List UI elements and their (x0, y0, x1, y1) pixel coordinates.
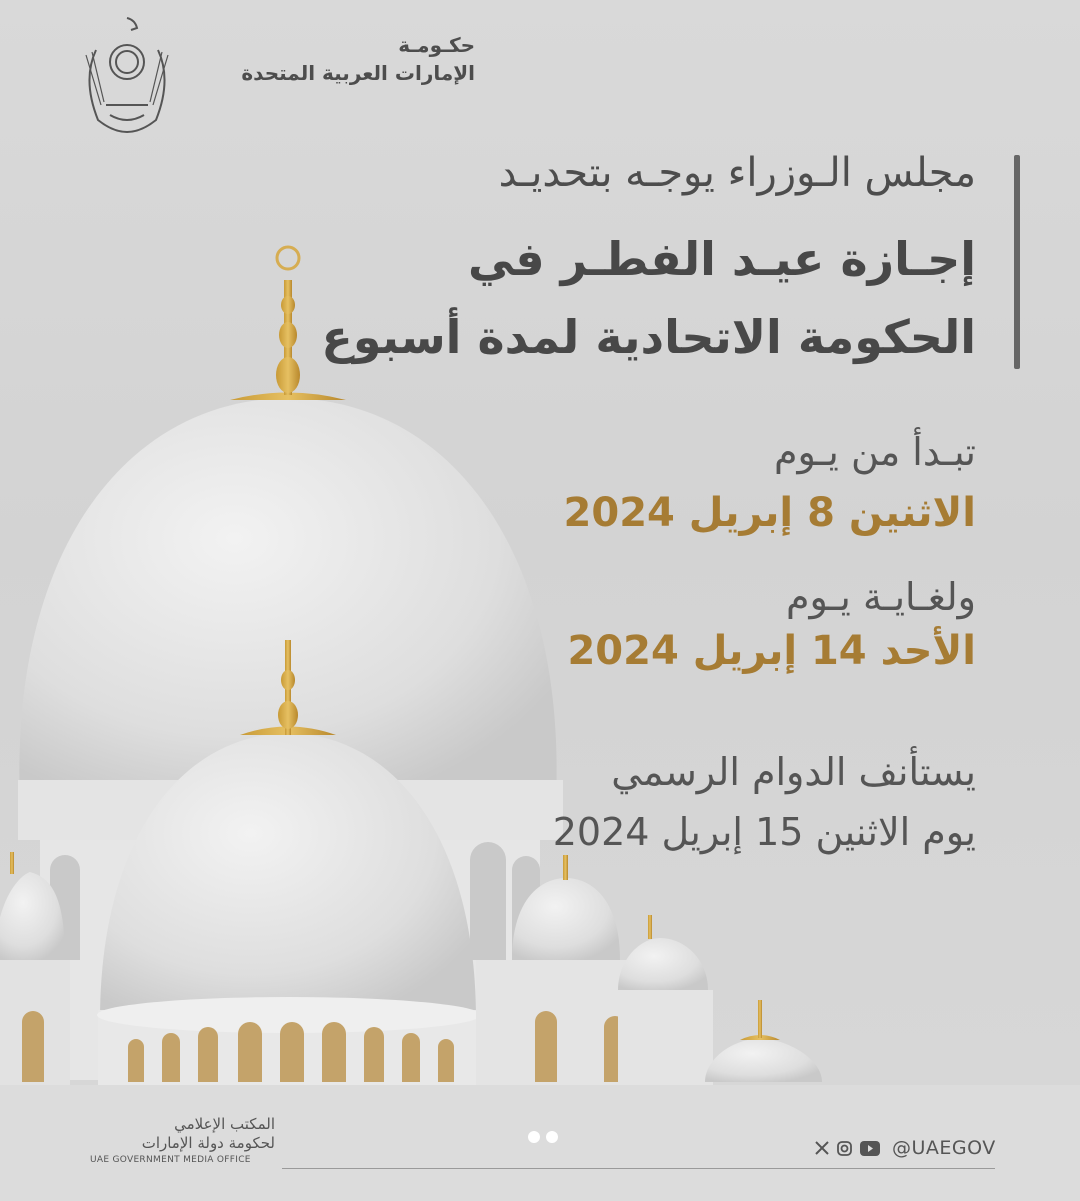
x-icon[interactable] (815, 1141, 829, 1155)
end-label: ولغـايـة يـوم (786, 575, 976, 619)
end-date: الأحد 14 إبريل 2024 (567, 628, 976, 674)
social-handle[interactable]: @UAEGOV (892, 1137, 996, 1159)
media-office-logo (90, 1115, 275, 1167)
start-label: تبـدأ من يـوم (774, 430, 976, 474)
youtube-icon[interactable] (860, 1141, 880, 1156)
resume-date: يوم الاثنين 15 إبريل 2024 (552, 810, 976, 854)
carousel-dots[interactable] (525, 1128, 561, 1147)
government-title (190, 32, 475, 88)
carousel-dot[interactable] (528, 1131, 540, 1143)
resume-label: يستأنف الدوام الرسمي (611, 750, 976, 794)
announcement-title-line2: الحكومة الاتحادية لمدة أسبوع (321, 310, 976, 364)
footer-divider (282, 1168, 995, 1169)
gov-line1: حكـومـة (398, 33, 475, 57)
social-links (815, 1137, 996, 1159)
office-ar-line2: لحكومة دولة الإمارات (141, 1134, 275, 1152)
gov-line2: الإمارات العربية المتحدة (241, 61, 475, 85)
office-ar-line1: المكتب الإعلامي (174, 1115, 275, 1133)
announcement-intro: مجلس الـوزراء يوجـه بتحديـد (498, 150, 976, 196)
instagram-icon[interactable] (837, 1141, 852, 1156)
uae-emblem-icon (76, 10, 178, 135)
carousel-dot[interactable] (546, 1131, 558, 1143)
announcement-title-line1: إجـازة عيـد الفطـر في (467, 232, 976, 286)
office-en-line: UAE GOVERNMENT MEDIA OFFICE (90, 1155, 251, 1165)
heading-divider (1014, 155, 1020, 369)
start-date: الاثنين 8 إبريل 2024 (563, 490, 976, 536)
